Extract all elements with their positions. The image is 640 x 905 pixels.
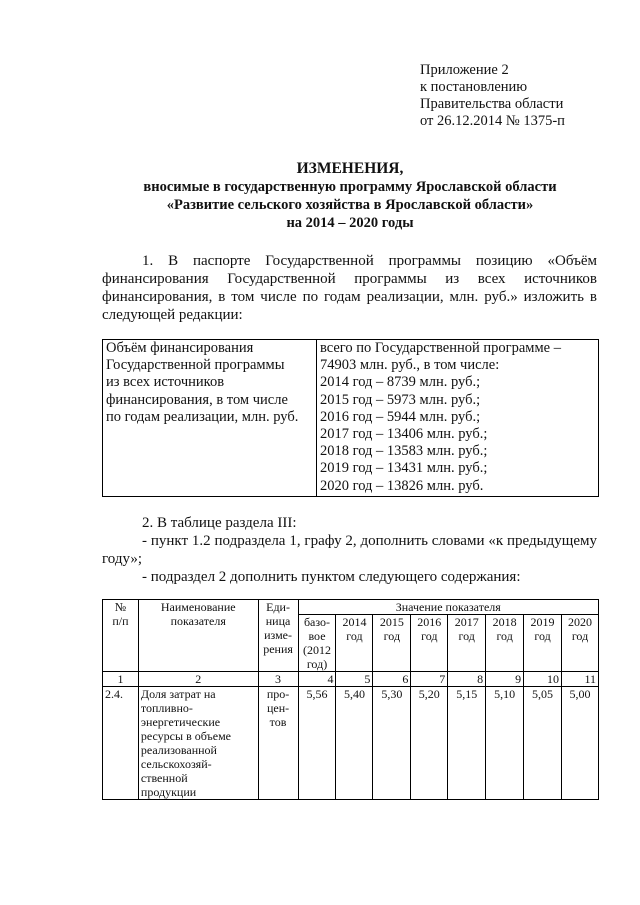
column-number: 7 — [411, 672, 448, 687]
header-text: (2012 — [303, 643, 331, 657]
indicator-value: 5,15 — [448, 687, 486, 800]
paragraph-2 — [102, 514, 597, 586]
header-value: Значение показателя — [298, 600, 598, 615]
cell-line: Государственной программы — [106, 357, 285, 374]
cell-line: Доля затрат на — [140, 687, 216, 701]
indicator-unit — [258, 687, 298, 800]
paragraph-2-line: 2. В таблице раздела III: — [142, 515, 297, 531]
header-text: 2014 — [342, 615, 367, 629]
header-year — [562, 615, 599, 672]
cell-line: всего по Государственной программе – — [320, 340, 561, 356]
header-year — [486, 615, 524, 672]
column-number: 8 — [448, 672, 486, 687]
appendix-line: к постановлению — [420, 79, 528, 95]
column-number: 10 — [524, 672, 562, 687]
column-number: 2 — [138, 672, 258, 687]
header-text: год — [458, 629, 475, 643]
table-header-row — [103, 600, 599, 615]
column-number: 9 — [486, 672, 524, 687]
cell-line: ственной — [140, 771, 188, 785]
cell-line: про- — [266, 687, 290, 701]
column-number: 4 — [298, 672, 336, 687]
cell-line: продукции — [140, 785, 197, 799]
cell-line: 74903 млн. руб., в том числе: — [320, 357, 500, 374]
title-line: вносимые в государственную программу Ярославской области — [143, 179, 557, 195]
indicator-value: 5,40 — [336, 687, 373, 800]
document-title — [100, 160, 600, 232]
cell-line: энергетические — [140, 715, 221, 729]
appendix-line: Приложение 2 — [420, 62, 509, 78]
header-text: п/п — [112, 614, 129, 628]
cell-line: топливно- — [140, 701, 193, 715]
paragraph-1: 1. В паспорте Государственной программы позицию «Объём финансирования Государственной программы из всех источников финансирования, в том числе по годам реализации, млн. руб.» изложить в следующей редакции: — [102, 253, 597, 323]
table-row — [103, 687, 599, 800]
header-text: № — [114, 600, 127, 614]
title-main: ИЗМЕНЕНИЯ, — [296, 160, 404, 177]
column-number: 6 — [373, 672, 411, 687]
header-year — [448, 615, 486, 672]
table-row — [103, 340, 599, 497]
header-text: год — [383, 629, 401, 643]
cell-line: 2015 год – 5973 млн. руб.; — [320, 391, 481, 408]
header-text: вое — [308, 629, 326, 643]
row-number: 2.4. — [103, 687, 139, 800]
header-base-year — [298, 615, 336, 672]
cell-line: реализованной — [140, 743, 217, 757]
indicator-value: 5,00 — [562, 687, 599, 800]
indicator-value: 5,30 — [373, 687, 411, 800]
column-number: 5 — [336, 672, 373, 687]
cell-line: сельскохозяй- — [140, 757, 212, 771]
appendix-line: от 26.12.2014 № 1375-п — [420, 113, 565, 129]
header-year — [336, 615, 373, 672]
header-text: год) — [306, 657, 328, 671]
header-year — [373, 615, 411, 672]
cell-line: из всех источников — [106, 374, 225, 391]
column-number-row — [103, 672, 599, 687]
header-text: Еди- — [266, 600, 290, 614]
cell-line: Объём финансирования — [106, 340, 254, 356]
appendix-block — [420, 62, 565, 130]
header-text: 2020 — [568, 615, 592, 629]
appendix-line: Правительства области — [420, 96, 564, 112]
header-name — [138, 600, 258, 672]
cell-line: 2019 год – 13431 млн. руб.; — [320, 460, 488, 477]
header-text: год — [571, 629, 589, 643]
cell-line: по годам реализации, млн. руб. — [106, 408, 299, 425]
indicator-name — [138, 687, 258, 800]
header-text: изме- — [264, 628, 293, 642]
header-text: 2018 — [492, 615, 517, 629]
header-num — [103, 600, 139, 672]
header-year — [524, 615, 562, 672]
header-text: показателя — [170, 614, 226, 628]
header-text: 2019 — [530, 615, 555, 629]
header-text: базо- — [303, 615, 331, 629]
paragraph-2-line: - подраздел 2 дополнить пунктом следующего содержания: — [142, 569, 521, 585]
cell-line: тов — [269, 715, 287, 729]
indicator-value: 5,10 — [486, 687, 524, 800]
header-text: год — [421, 629, 438, 643]
header-text: ница — [265, 614, 291, 628]
header-text: рения — [263, 642, 293, 656]
title-line: «Развитие сельского хозяйства в Ярославской области» — [166, 197, 534, 213]
title-line: на 2014 – 2020 годы — [286, 215, 414, 231]
funding-table — [102, 339, 599, 497]
header-text: год — [534, 629, 551, 643]
cell-line: 2017 год – 13406 млн. руб.; — [320, 426, 488, 443]
column-number: 1 — [103, 672, 139, 687]
header-text: год — [496, 629, 513, 643]
cell-line: 2020 год – 13826 млн. руб. — [320, 477, 484, 494]
header-text: 2017 — [454, 615, 479, 629]
cell-line: 2018 год – 13583 млн. руб.; — [320, 443, 488, 460]
header-text: Наименование — [160, 600, 236, 614]
header-unit — [258, 600, 298, 672]
header-text: год — [346, 629, 363, 643]
funding-label-cell — [103, 340, 317, 497]
column-number: 11 — [562, 672, 599, 687]
cell-line: ресурсы в объеме — [140, 729, 231, 743]
cell-line: 2014 год – 8739 млн. руб.; — [320, 374, 481, 391]
header-text: 2016 — [417, 615, 442, 629]
paragraph-2-line: - пункт 1.2 подраздела 1, графу 2, дополнить словами «к предыдущему году»; — [102, 533, 597, 567]
indicator-table — [102, 599, 599, 800]
cell-line: цен- — [266, 701, 290, 715]
column-number: 3 — [258, 672, 298, 687]
cell-line: финансирования, в том числе — [106, 391, 288, 408]
cell-line: 2016 год – 5944 млн. руб.; — [320, 408, 481, 425]
indicator-value: 5,56 — [298, 687, 336, 800]
indicator-value: 5,20 — [411, 687, 448, 800]
header-text: 2015 — [379, 615, 404, 629]
header-year — [411, 615, 448, 672]
indicator-value: 5,05 — [524, 687, 562, 800]
funding-value-cell — [317, 340, 599, 497]
